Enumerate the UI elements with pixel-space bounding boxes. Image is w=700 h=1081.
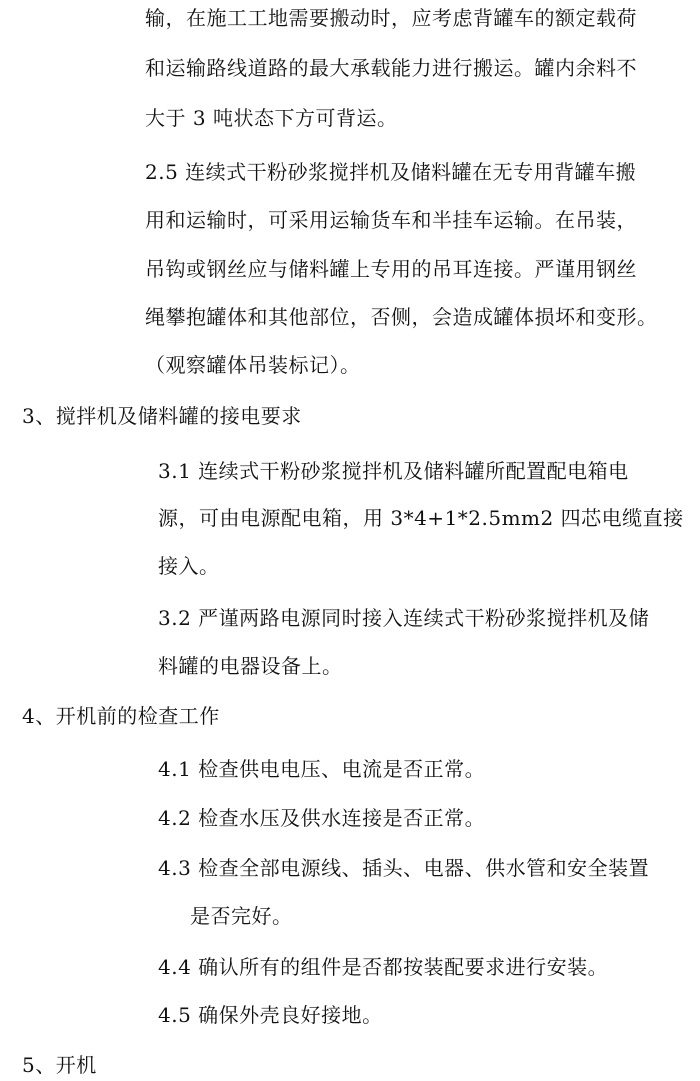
item-4-1: 4.1 检查供电电压、电流是否正常。 <box>158 757 486 781</box>
item-3-1-line: 接入。 <box>158 554 220 578</box>
paragraph-line: 大于 3 吨状态下方可背运。 <box>145 106 398 130</box>
item-2-5-line: 2.5 连续式干粉砂浆搅拌机及储料罐在无专用背罐车搬 <box>145 160 637 184</box>
item-2-5-line: 用和运输时，可采用运输货车和半挂车运输。在吊装， <box>145 208 637 232</box>
section-4-heading: 4、开机前的检查工作 <box>22 704 220 728</box>
paragraph-line: 和运输路线道路的最大承载能力进行搬运。罐内余料不 <box>145 56 637 80</box>
item-3-2-line: 料罐的电器设备上。 <box>158 654 343 678</box>
item-2-5-line: 吊钩或钢丝应与储料罐上专用的吊耳连接。严谨用钢丝 <box>145 257 637 281</box>
item-4-3-line: 是否完好。 <box>190 904 293 928</box>
item-3-1-line: 3.1 连续式干粉砂浆搅拌机及储料罐所配置配电箱电 <box>158 459 629 483</box>
item-3-1-line: 源，可由电源配电箱，用 3*4+1*2.5mm2 四芯电缆直接 <box>158 506 684 530</box>
section-3-heading: 3、搅拌机及储料罐的接电要求 <box>22 404 302 428</box>
section-5-heading: 5、开机 <box>22 1053 97 1077</box>
paragraph-line: 输，在施工工地需要搬动时，应考虑背罐车的额定载荷 <box>145 6 637 30</box>
item-2-5-line: 绳攀抱罐体和其他部位，否侧，会造成罐体损坏和变形。 <box>145 305 658 329</box>
item-2-5-line: （观察罐体吊装标记）。 <box>145 353 361 377</box>
item-4-2: 4.2 检查水压及供水连接是否正常。 <box>158 806 486 830</box>
item-4-5: 4.5 确保外壳良好接地。 <box>158 1003 383 1027</box>
item-4-3-line: 4.3 检查全部电源线、插头、电器、供水管和安全装置 <box>158 856 650 880</box>
item-4-4: 4.4 确认所有的组件是否都按装配要求进行安装。 <box>158 955 609 979</box>
item-3-2-line: 3.2 严谨两路电源同时接入连续式干粉砂浆搅拌机及储 <box>158 606 650 630</box>
